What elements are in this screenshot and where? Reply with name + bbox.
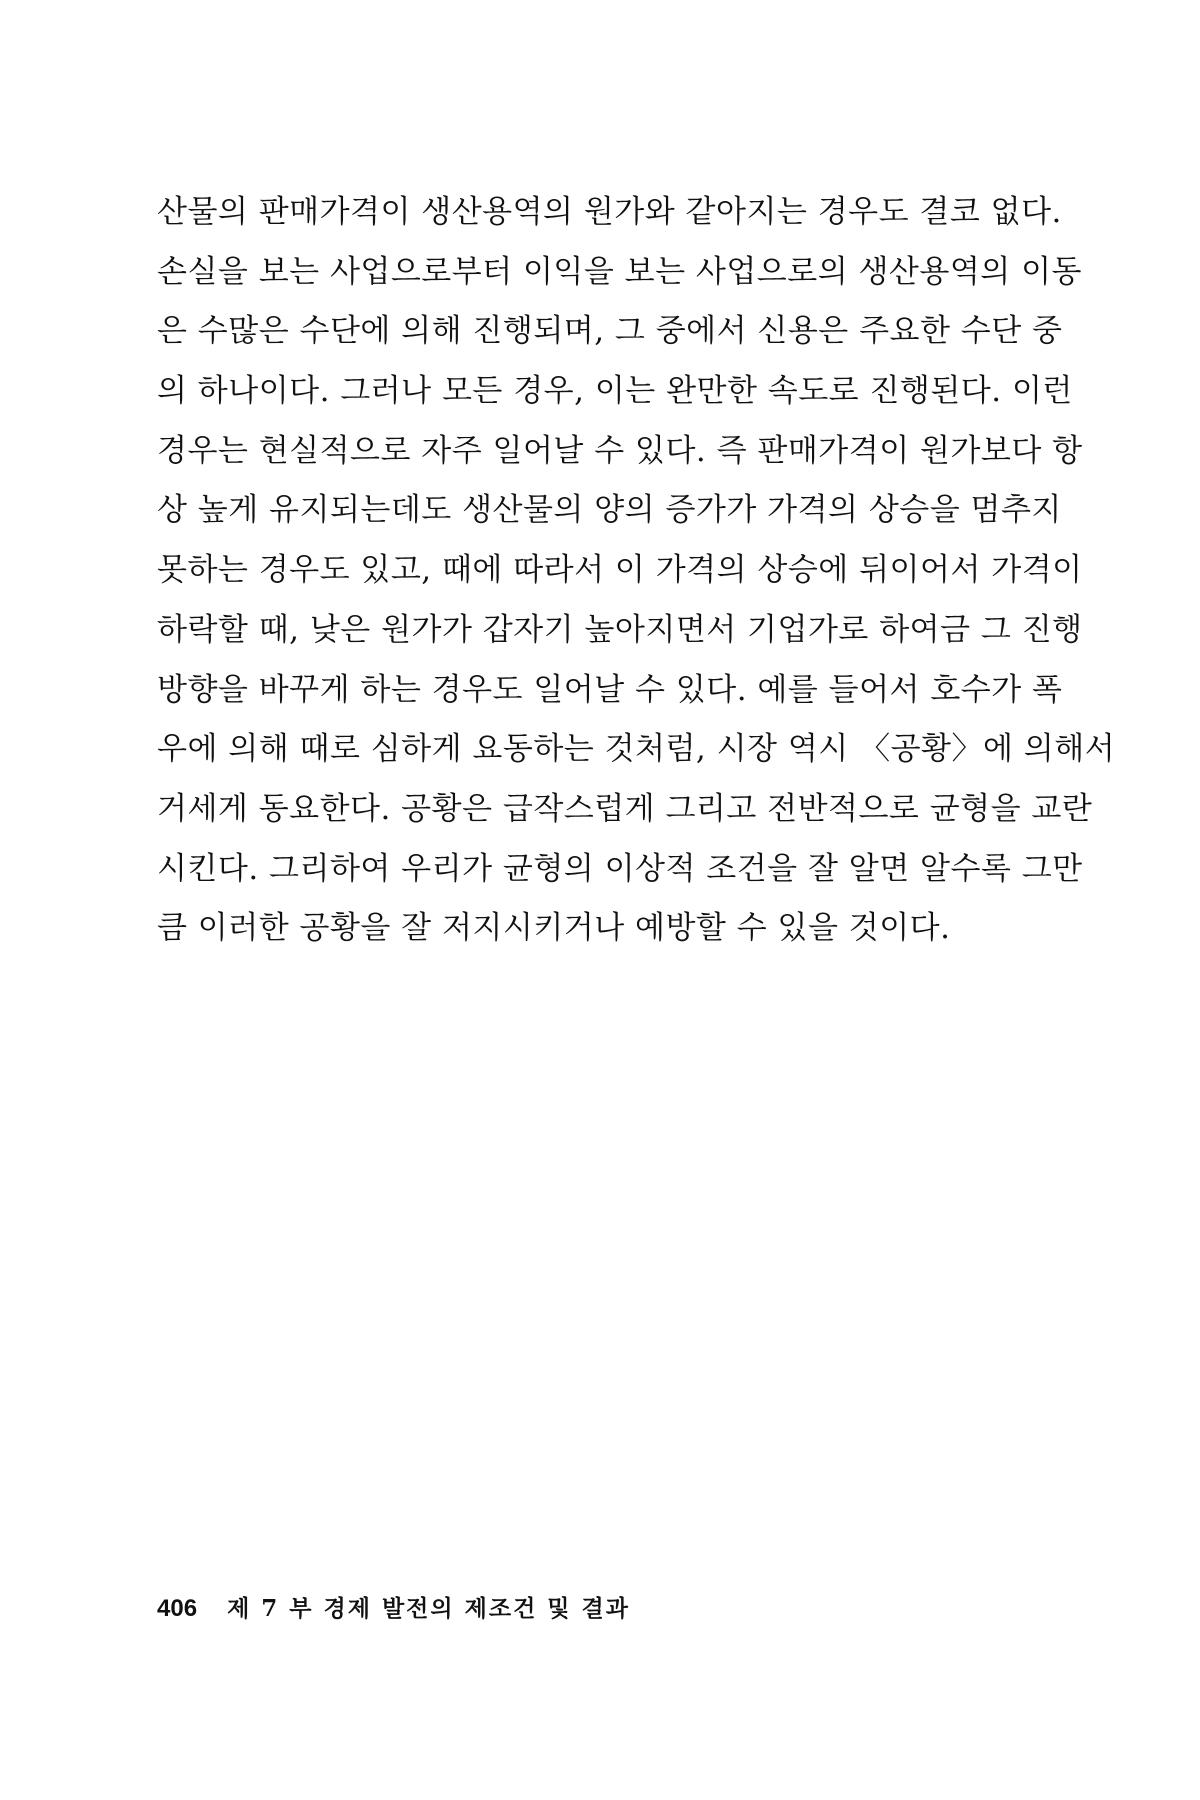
body-paragraph bbox=[157, 183, 1116, 959]
text-line: 시킨다. 그리하여 우리가 균형의 이상적 조건을 잘 알면 알수록 그만 bbox=[157, 850, 1083, 887]
text-line: 방향을 바꾸게 하는 경우도 일어날 수 있다. 예를 들어서 호수가 폭 bbox=[157, 671, 1063, 708]
text-line: 상 높게 유지되는데도 생산물의 양의 증가가 가격의 상승을 멈추지 bbox=[157, 492, 1062, 529]
text-line: 손실을 보는 사업으로부터 이익을 보는 사업으로의 생산용역의 이동 bbox=[157, 253, 1082, 290]
text-line: 우에 의해 때로 심하게 요동하는 것처럼, 시장 역시 〈공황〉에 의해서 bbox=[157, 731, 1116, 768]
text-line: 하락할 때, 낮은 원가가 갑자기 높아지면서 기업가로 하여금 그 진행 bbox=[157, 611, 1083, 648]
text-line: 의 하나이다. 그러나 모든 경우, 이는 완만한 속도로 진행된다. 이런 bbox=[157, 373, 1073, 410]
text-line: 산물의 판매가격이 생산용역의 원가와 같아지는 경우도 결코 없다. bbox=[157, 194, 1062, 230]
text-line: 은 수많은 수단에 의해 진행되며, 그 중에서 신용은 주요한 수단 중 bbox=[157, 313, 1063, 350]
text-line: 거세게 동요한다. 공황은 급작스럽게 그리고 전반적으로 균형을 교란 bbox=[157, 790, 1093, 827]
text-line: 못하는 경우도 있고, 때에 따라서 이 가격의 상승에 뒤이어서 가격이 bbox=[157, 552, 1083, 589]
page-number: 406 bbox=[157, 1595, 198, 1622]
running-head: 제 7 부 경제 발전의 제조건 및 결과 bbox=[227, 1595, 630, 1622]
text-line: 큼 이러한 공황을 잘 저지시키거나 예방할 수 있을 것이다. bbox=[157, 910, 951, 947]
text-line: 경우는 현실적으로 자주 일어날 수 있다. 즉 판매가격이 원가보다 항 bbox=[157, 432, 1083, 469]
page-footer bbox=[157, 1594, 630, 1624]
